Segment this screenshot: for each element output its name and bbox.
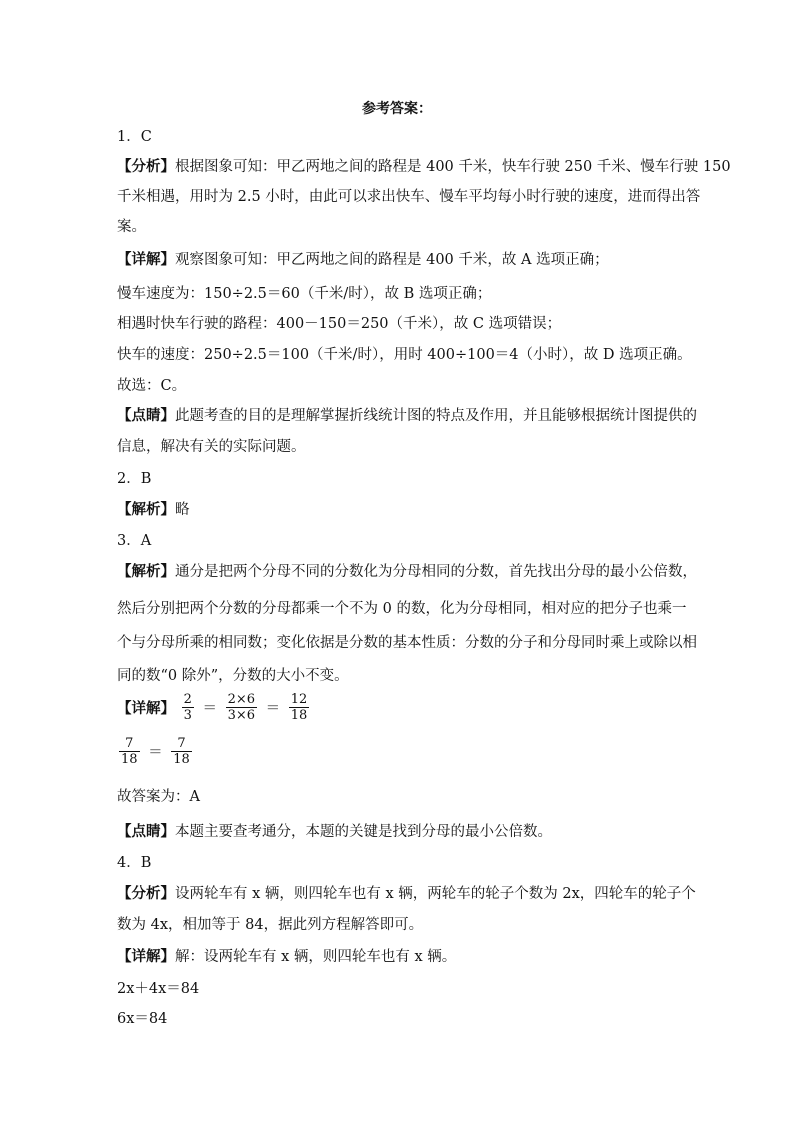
q3-answer: 故答案为：A: [117, 789, 200, 805]
fraction: [226, 692, 257, 723]
text: 根据图象可知：甲乙两地之间的路程是 400 千米，快车行驶 250 千米、慢车行驶 150: [175, 159, 731, 175]
detail-tag: 【详解】: [117, 700, 175, 717]
text: 略: [175, 502, 190, 518]
text: 本题主要查考通分，本题的关键是找到分母的最小公倍数。: [175, 824, 552, 840]
q1-analysis-line-2: 千米相遇，用时为 2.5 小时，由此可以求出快车、慢车平均每小时行驶的速度，进而得出答: [117, 189, 701, 205]
q1-number: 1．C: [117, 129, 152, 145]
analysis-tag: 【分析】: [117, 885, 175, 902]
text: 解：设两轮车有 x 辆，则四轮车也有 x 辆。: [175, 949, 457, 965]
comment-tag: 【点睛】: [117, 407, 175, 424]
numerator: 7: [125, 736, 134, 751]
q1-comment-line-1: [117, 404, 697, 425]
q3-explain-line-2: 然后分别把两个分数的分母都乘一个不为 0 的数，化为分母相同，相对应的把分子也乘一: [117, 601, 687, 617]
q3-explain-line-3: 个与分母所乘的相同数；变化依据是分数的基本性质：分数的分子和分母同时乘上或除以相: [117, 635, 697, 651]
q3-number: 3．A: [117, 533, 152, 549]
fraction: [289, 692, 310, 723]
text: 通分是把两个分母不同的分数化为分母相同的分数，首先找出分母的最小公倍数，: [175, 564, 697, 580]
denominator: 18: [290, 708, 308, 723]
q1-comment-line-2: 信息，解决有关的实际问题。: [117, 439, 306, 455]
q3-detail-formula-1: [117, 692, 311, 723]
detail-tag: 【详解】: [117, 948, 175, 965]
text: 设两轮车有 x 辆，则四轮车也有 x 辆，两轮车的轮子个数为 2x，四轮车的轮子个: [175, 886, 696, 902]
text: 观察图象可知：甲乙两地之间的路程是 400 千米，故 A 选项正确；: [175, 252, 609, 268]
page-title: 参考答案：: [362, 101, 432, 117]
denominator: 18: [121, 752, 138, 767]
analysis-tag: 【分析】: [117, 158, 175, 175]
explain-tag: 【解析】: [117, 563, 175, 580]
equals-sign: ＝: [265, 701, 281, 717]
q2-number: 2．B: [117, 471, 152, 487]
q3-explain-line-1: [117, 560, 697, 581]
q4-analysis-line-2: 数为 4x，相加等于 84，据此列方程解答即可。: [117, 917, 424, 933]
q4-detail-line-1: [117, 945, 456, 966]
denominator: 18: [173, 752, 190, 767]
q4-number: 4．B: [117, 855, 152, 871]
q1-detail-line-4: 快车的速度：250÷2.5＝100（千米/时），用时 400÷100＝4（小时），故 D 选项正确。: [117, 347, 692, 363]
q1-detail-line-1: [117, 248, 609, 269]
q3-detail-formula-2: [117, 736, 194, 767]
fraction: [171, 736, 192, 767]
fraction: [182, 692, 194, 723]
equals-sign: ＝: [202, 701, 217, 717]
q4-equation-1: 2x＋4x＝84: [117, 981, 200, 997]
text: 此题考查的目的是理解掌握折线统计图的特点及作用，并且能够根据统计图提供的: [175, 408, 697, 424]
comment-tag: 【点睛】: [117, 823, 175, 840]
detail-tag: 【详解】: [117, 251, 175, 268]
q2-explain: [117, 498, 190, 519]
q3-explain-line-4: 同的数“0 除外”，分数的大小不变。: [117, 668, 349, 684]
fraction: [119, 736, 140, 767]
q3-comment: [117, 820, 552, 841]
numerator: 7: [177, 736, 186, 751]
numerator: 12: [290, 692, 308, 707]
equals-sign: ＝: [148, 745, 163, 761]
q1-detail-line-3: 相遇时快车行驶的路程：400－150＝250（千米），故 C 选项错误；: [117, 316, 562, 332]
denominator: 3: [183, 708, 192, 723]
q1-detail-line-2: 慢车速度为：150÷2.5＝60（千米/时），故 B 选项正确；: [117, 286, 492, 302]
q4-equation-2: 6x＝84: [117, 1011, 168, 1027]
denominator: 3×6: [227, 708, 256, 723]
q1-analysis-line-1: [117, 155, 731, 176]
q4-analysis-line-1: [117, 882, 696, 903]
q1-choice: 故选：C。: [117, 378, 187, 394]
numerator: 2×6: [227, 692, 256, 707]
explain-tag: 【解析】: [117, 501, 175, 518]
numerator: 2: [183, 692, 192, 707]
q1-analysis-line-3: 案。: [117, 219, 146, 235]
